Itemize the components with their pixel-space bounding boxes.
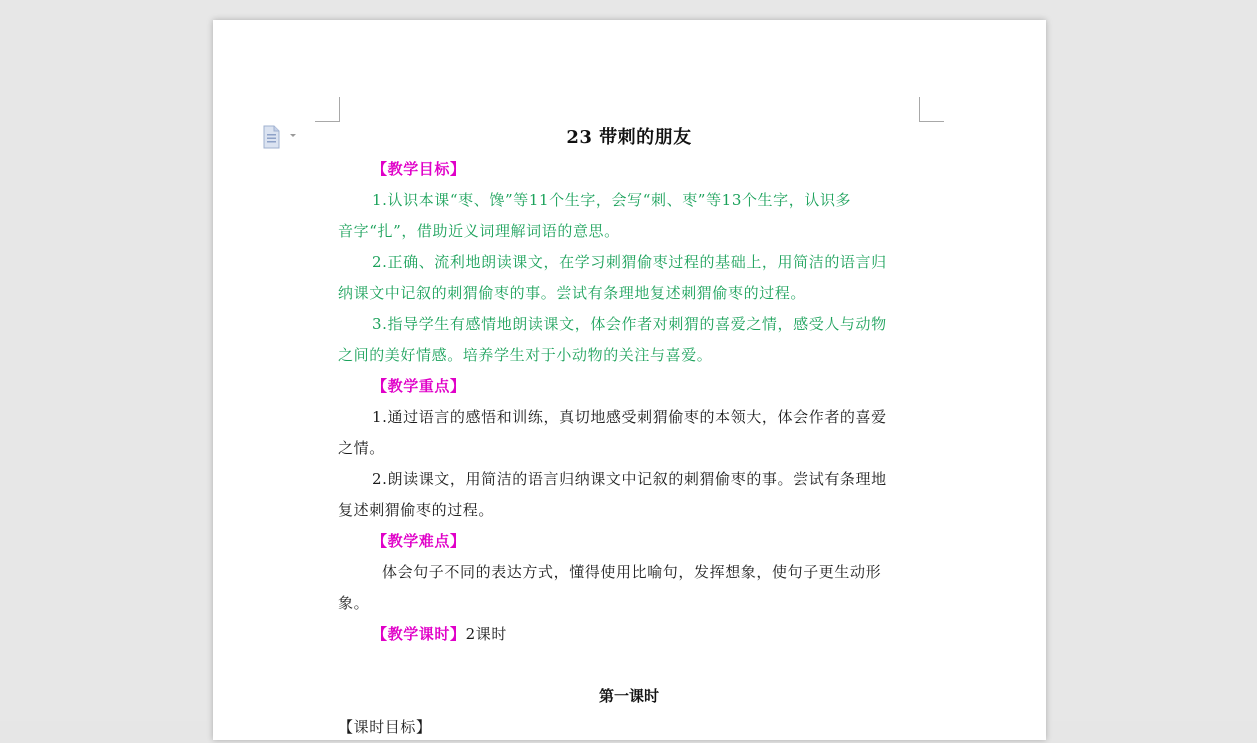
- blank-line: [338, 650, 920, 681]
- section-title: 第一课时: [598, 687, 659, 705]
- top-left-margin-mark: [315, 97, 340, 122]
- document-page: [213, 20, 1046, 740]
- difficulties-line-1: 体会句子不同的表达方式，懂得使用比喻句，发挥想象，使句子更生动形: [382, 563, 882, 581]
- hours-heading: 【教学课时】: [372, 625, 466, 643]
- objective-2-line-1: 2.正确、流利地朗读课文，在学习刺猬偷枣过程的基础上，用简洁的语言归: [372, 253, 887, 271]
- objective-3-line-1: 3.指导学生有感情地朗读课文，体会作者对刺猬的喜爱之情，感受人与动物: [372, 315, 887, 333]
- difficulties-line-2: 象。: [338, 594, 370, 612]
- document-title: 23 带刺的朋友: [566, 127, 692, 148]
- top-right-margin-mark: [919, 97, 944, 122]
- key-points-heading: 【教学重点】: [372, 377, 466, 395]
- key-point-2-line-2: 复述刺猬偷枣的过程。: [338, 501, 495, 519]
- objective-1-line-2: 音字“扎”，借助近义词理解词语的意思。: [338, 222, 620, 240]
- next-heading-partial: 【课时目标】: [338, 718, 432, 736]
- objective-1-line-1: 1.认识本课“枣、馋”等11个生字，会写“刺、枣”等13个生字，认识多: [372, 191, 852, 209]
- document-icon[interactable]: [262, 124, 302, 150]
- objective-2-line-2: 纳课文中记叙的刺猬偷枣的事。尝试有条理地复述刺猬偷枣的过程。: [338, 284, 807, 302]
- key-point-2-line-1: 2.朗读课文，用简洁的语言归纳课文中记叙的刺猬偷枣的事。尝试有条理地: [372, 470, 887, 488]
- objective-3-line-2: 之间的美好情感。培养学生对于小动物的关注与喜爱。: [338, 346, 713, 364]
- difficulties-heading: 【教学难点】: [372, 532, 466, 550]
- hours-value: 2课时: [465, 625, 507, 643]
- document-menu-icon: [262, 124, 302, 150]
- key-point-1-line-2: 之情。: [338, 439, 385, 457]
- document-body: [338, 124, 920, 743]
- key-point-1-line-1: 1.通过语言的感悟和训练，真切地感受刺猬偷枣的本领大，体会作者的喜爱: [372, 408, 887, 426]
- objectives-heading: 【教学目标】: [372, 160, 466, 178]
- hours-row: [338, 619, 920, 650]
